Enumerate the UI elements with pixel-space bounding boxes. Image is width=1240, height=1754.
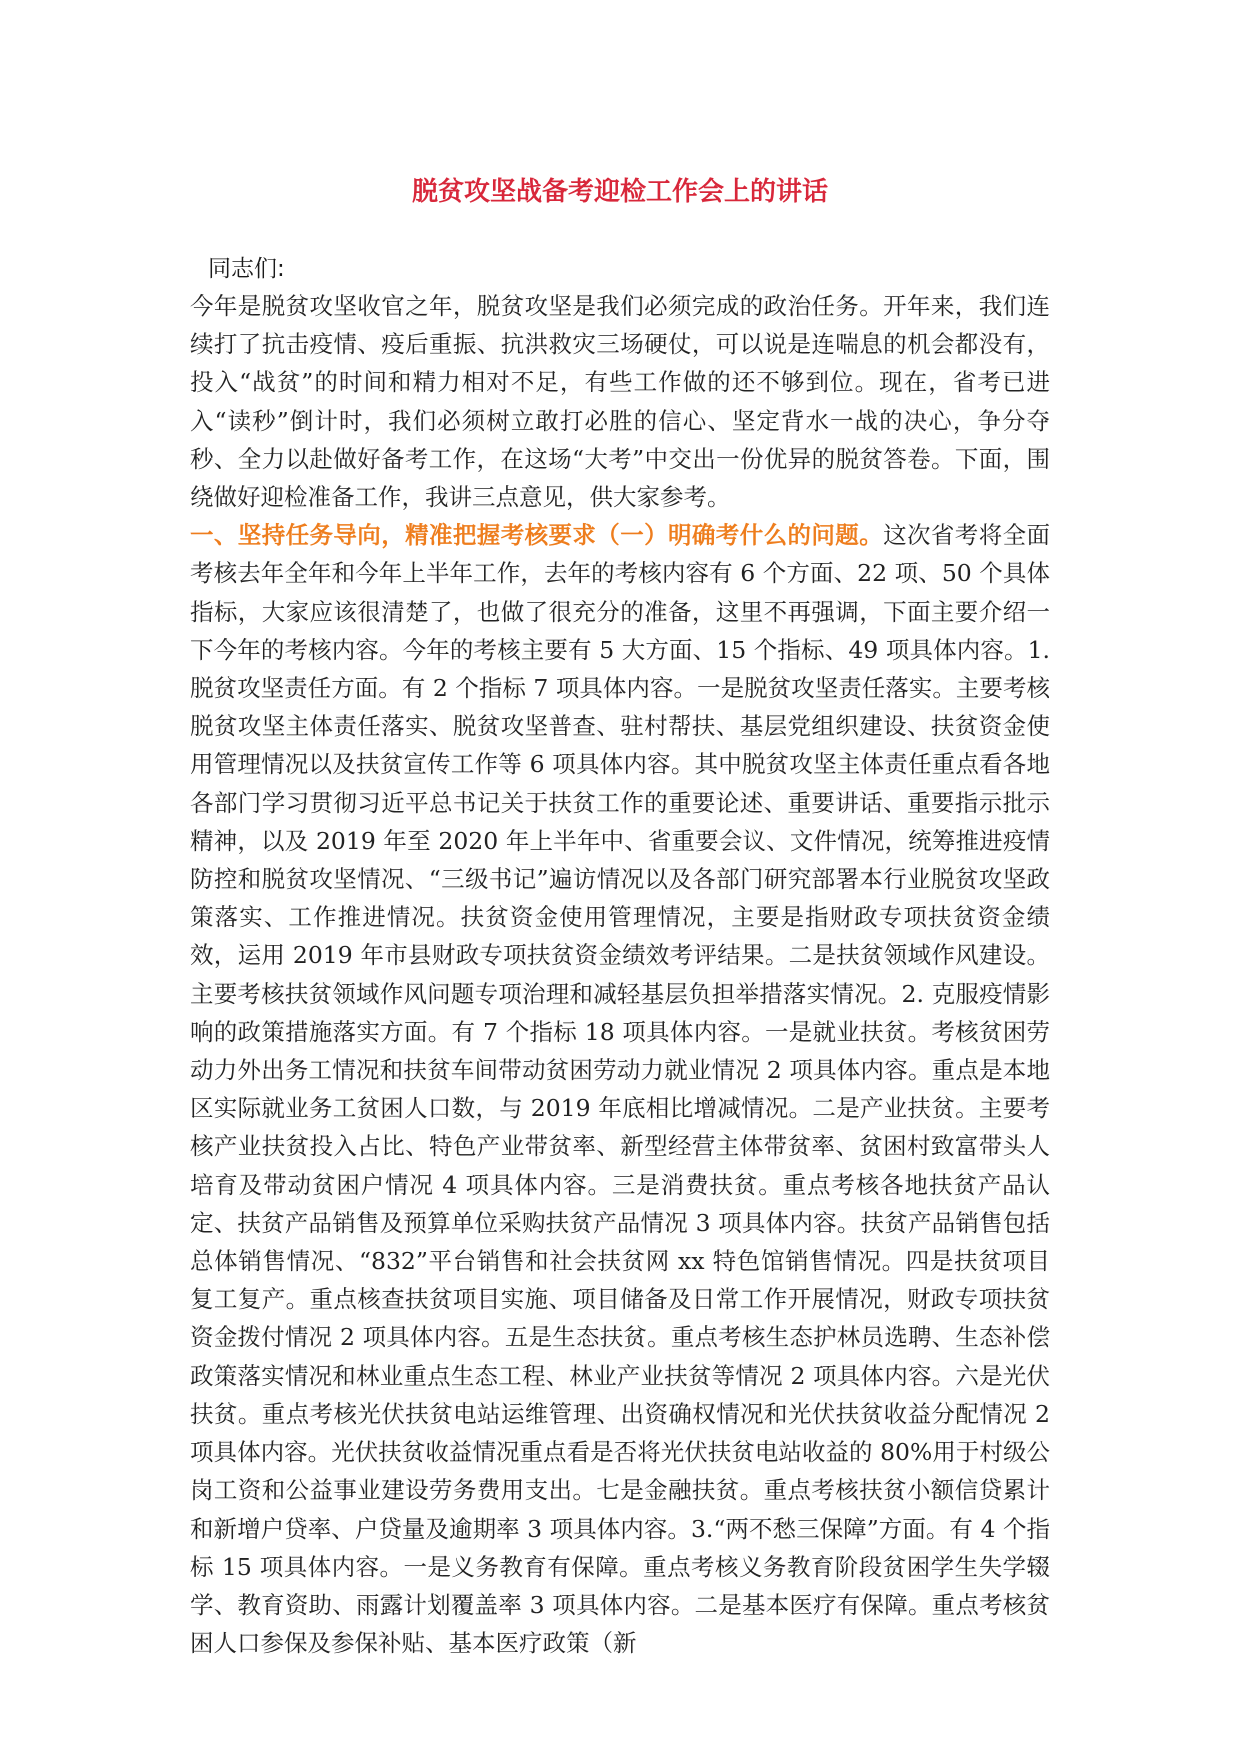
section-body: 这次省考将全面考核去年全年和今年上半年工作，去年的考核内容有 6 个方面、22 项、50 个具体指标，大家应该很清楚了，也做了很充分的准备，这里不再强调，下面主要介绍一下今年的考核内容。今年的考核主要有 5 大方面、15 个指标、49 项具体内容。1. 脱贫攻坚责任方面。有 2 个指标 7 项具体内容。一是脱贫攻坚责任落实。主要考核脱贫攻坚主体责任落实、脱贫攻坚普查、驻村帮扶、基层党组织建设、扶贫资金使用管理情况以及扶贫宣传工作等 6 项具体内容。其中脱贫攻坚主体责任重点看各地各部门学习贯彻习近平总书记关于扶贫工作的重要论述、重要讲话、重要指示批示精神，以及 2019 年至 2020 年上半年中、省重要会议、文件情况，统筹推进疫情防控和脱贫攻坚情况、“三级书记”遍访情况以及各部门研究部署本行业脱贫攻坚政策落实、工作推进情况。扶贫资金使用管理情况，主要是指财政专项扶贫资金绩效，运用 2019 年市县财政专项扶贫资金绩效考评结果。二是扶贫领域作风建设。主要考核扶贫领域作风问题专项治理和减轻基层负担举措落实情况。2. 克服疫情影响的政策措施落实方面。有 7 个指标 18 项具体内容。一是就业扶贫。考核贫困劳动力外出务工情况和扶贫车间带动贫困劳动力就业情况 2 项具体内容。重点是本地区实际就业务工贫困人口数，与 2019 年底相比增减情况。二是产业扶贫。主要考核产业扶贫投入占比、特色产业带贫率、新型经营主体带贫率、贫困村致富带头人培育及带动贫困户情况 4 项具体内容。三是消费扶贫。重点考核各地扶贫产品认定、扶贫产品销售及预算单位采购扶贫产品情况 3 项具体内容。扶贫产品销售包括总体销售情况、“832”平台销售和社会扶贫网 xx 特色馆销售情况。四是扶贫项目复工复产。重点核查扶贫项目实施、项目储备及日常工作开展情况，财政专项扶贫资金拨付情况 2 项具体内容。五是生态扶贫。重点考核生态护林员选聘、生态补偿政策落实情况和林业重点生态工程、林业产业扶贫等情况 2 项具体内容。六是光伏扶贫。重点考核光伏扶贫电站运维管理、出资确权情况和光伏扶贫收益分配情况 2 项具体内容。光伏扶贫收益情况重点看是否将光伏扶贫电站收益的 80%用于村级公岗工资和公益事业建设劳务费用支出。七是金融扶贫。重点考核扶贫小额信贷累计和新增户贷率、户贷量及逾期率 3 项具体内容。3.“两不愁三保障”方面。有 4 个指标 15 项具体内容。一是义务教育有保障。重点考核义务教育阶段贫困学生失学辍学、教育资助、雨露计划覆盖率 3 项具体内容。二是基本医疗有保障。重点考核贫困人口参保及参保补贴、基本医疗政策（新 (190, 521, 1051, 1658)
salutation: 同志们: (208, 256, 285, 282)
intro-paragraph: 今年是脱贫攻坚收官之年，脱贫攻坚是我们必须完成的政治任务。开年来，我们连续打了抗击疫情、疫后重振、抗洪救灾三场硬仗，可以说是连喘息的机会都没有，投入“战贫”的时间和精力相对不足，有些工作做的还不够到位。现在，省考已进入“读秒”倒计时，我们必须树立敢打必胜的信心、坚定背水一战的决心，争分夺秒、全力以赴做好备考工作，在这场“大考”中交出一份优异的脱贫答卷。下面，围绕做好迎检准备工作，我讲三点意见，供大家参考。 (190, 292, 1050, 512)
section-heading: 一、坚持任务导向，精准把握考核要求（一）明确考什么的问题。 (190, 521, 884, 550)
document-body (190, 287, 1050, 1662)
document-title: 脱贫攻坚战备考迎检工作会上的讲话 (411, 177, 828, 207)
section-one-paragraph (190, 516, 1050, 1662)
